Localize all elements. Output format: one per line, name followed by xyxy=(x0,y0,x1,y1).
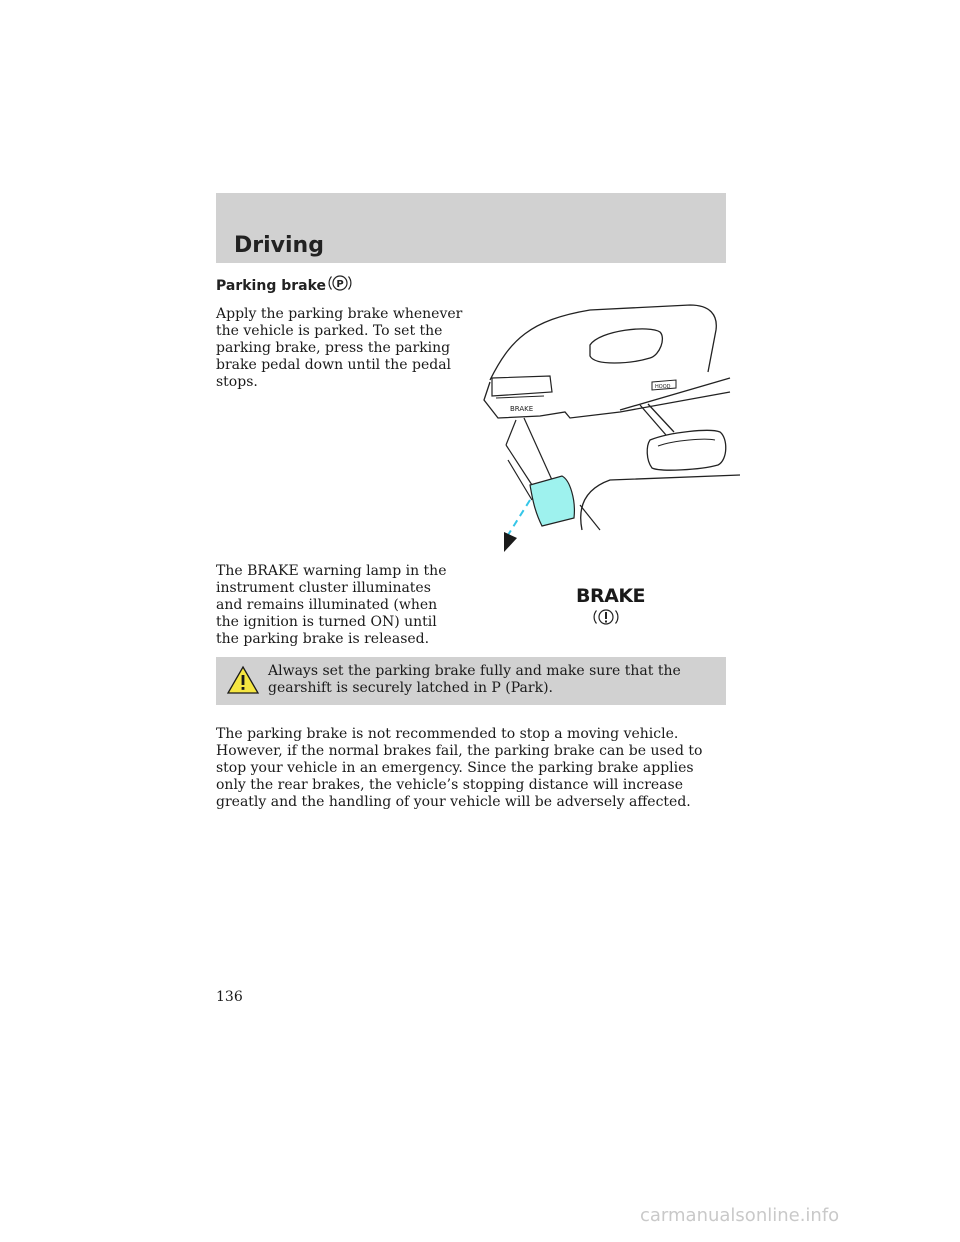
section-heading xyxy=(216,278,352,294)
brake-warning-icon xyxy=(590,606,622,628)
brake-lamp-label: BRAKE xyxy=(576,585,646,607)
brake-warning-lamp xyxy=(576,585,646,632)
lamp-paragraph: The BRAKE warning lamp in the instrument cluster illuminates and remains illuminated (when the ignition is turned ON) until the parking brake is released. xyxy=(216,563,447,647)
watermark: carmanualsonline.info xyxy=(640,1205,840,1226)
emergency-paragraph: The parking brake is not recommended to stop a moving vehicle. However, if the normal brakes fail, the parking brake can be used to stop your vehicle in an emergency. Since the parking brake applies only the rear brakes, the vehicle’s stopping distance will increase greatly and the handling of your vehicle will be adversely affected. xyxy=(216,726,703,810)
hood-handle-label: HOOD xyxy=(655,384,671,390)
warning-box xyxy=(216,657,726,705)
header-band xyxy=(216,193,726,263)
warning-triangle-icon xyxy=(226,665,260,695)
parking-brake-icon xyxy=(328,272,352,294)
page-number: 136 xyxy=(216,989,243,1005)
svg-text:P: P xyxy=(336,279,344,290)
parking-brake-pedal xyxy=(530,476,574,526)
warning-text: Always set the parking brake fully and make sure that the gearshift is securely latched in P (Park). xyxy=(268,663,681,696)
apply-paragraph: Apply the parking brake whenever the vehicle is parked. To set the parking brake, press the parking brake pedal down until the pedal stops. xyxy=(216,306,463,390)
brake-handle-label: BRAKE xyxy=(510,405,534,413)
parking-brake-pedal-illustration xyxy=(470,300,740,560)
section-heading-text: Parking brake xyxy=(216,278,327,294)
page-title: Driving xyxy=(234,233,324,258)
